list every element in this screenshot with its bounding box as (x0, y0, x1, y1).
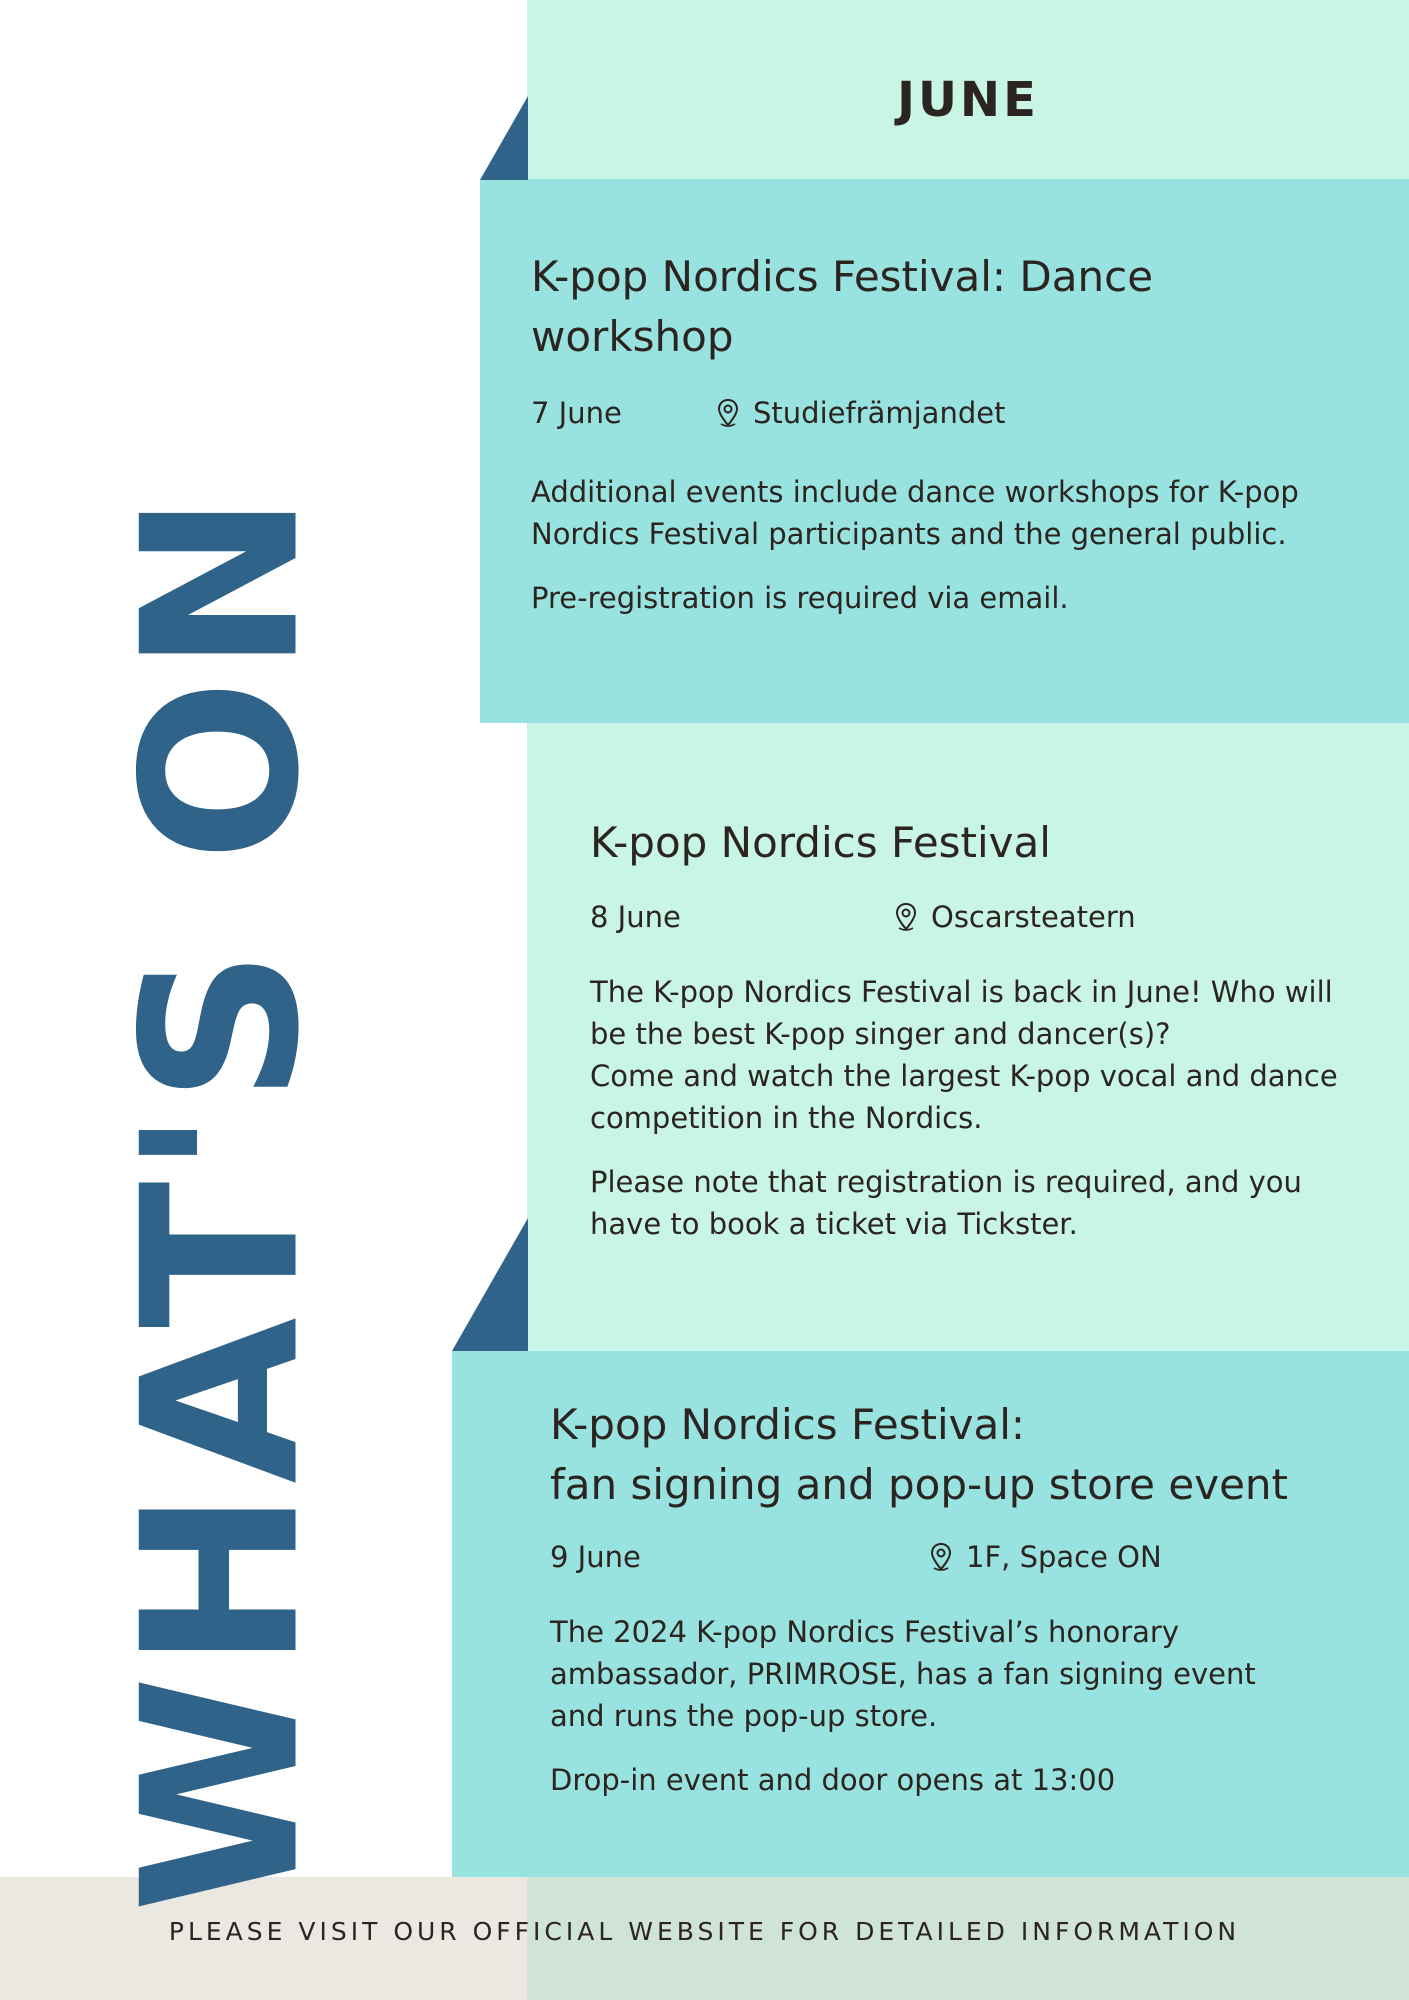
event-2-note-line: have to book a ticket via Tickster. (590, 1207, 1078, 1241)
event-3-date: 9 June (550, 1540, 641, 1574)
event-3-text-line: ambassador, PRIMROSE, has a fan signing event (550, 1657, 1256, 1691)
event-2-description (590, 971, 1390, 1139)
footer-website-note: PLEASE VISIT OUR OFFICIAL WEBSITE FOR DETAILED INFORMATION (168, 1917, 1241, 1946)
event-1-title-line: K-pop Nordics Festival: Dance (531, 252, 1154, 301)
event-2-title: K-pop Nordics Festival (590, 818, 1051, 867)
event-2-text-line: The K-pop Nordics Festival is back in June! Who will (590, 975, 1333, 1009)
event-1-text-line: Additional events include dance workshops for K-pop (531, 475, 1299, 509)
event-3-title-line: fan signing and pop-up store event (550, 1460, 1288, 1509)
corner-triangle-bottom (452, 1218, 528, 1351)
event-1-text-line: Nordics Festival participants and the general public. (531, 517, 1287, 551)
month-heading: JUNE (897, 72, 1039, 128)
event-3-meta (550, 1537, 1380, 1577)
event-3-title-line: K-pop Nordics Festival: (550, 1400, 1026, 1449)
corner-triangle-top (480, 96, 528, 180)
event-1-location (715, 393, 1005, 433)
event-3-description (550, 1611, 1380, 1737)
event-2-text-line: Come and watch the largest K-pop vocal and dance (590, 1059, 1338, 1093)
event-2-text-line: competition in the Nordics. (590, 1101, 983, 1135)
event-3-location-text: 1F, Space ON (966, 1540, 1162, 1574)
event-2 (590, 813, 1390, 1245)
event-1-note: Pre-registration is required via email. (531, 581, 1069, 615)
event-1-date: 7 June (531, 396, 622, 430)
event-2-note (590, 1161, 1390, 1245)
event-3 (550, 1395, 1380, 1801)
event-2-location-text: Oscarsteatern (931, 900, 1136, 934)
event-1 (531, 247, 1381, 619)
whats-on-headline: WHAT'S ON (95, 487, 347, 1913)
map-pin-icon (893, 902, 919, 932)
event-3-title (550, 1395, 1380, 1515)
map-pin-icon (928, 1542, 954, 1572)
event-2-date: 8 June (590, 900, 681, 934)
event-1-title-line: workshop (531, 312, 734, 361)
event-2-text-line: be the best K-pop singer and dancer(s)? (590, 1017, 1171, 1051)
event-2-location (893, 897, 1136, 937)
event-3-location (928, 1537, 1162, 1577)
event-2-meta (590, 897, 1390, 937)
event-3-text-line: The 2024 K-pop Nordics Festival’s honorary (550, 1615, 1180, 1649)
map-pin-icon (715, 398, 741, 428)
event-3-note: Drop-in event and door opens at 13:00 (550, 1763, 1116, 1797)
event-1-location-text: Studiefrämjandet (753, 396, 1006, 430)
event-2-note-line: Please note that registration is required, and you (590, 1165, 1302, 1199)
event-3-text-line: and runs the pop-up store. (550, 1699, 938, 1733)
event-1-title (531, 247, 1381, 367)
event-1-meta (531, 393, 1381, 433)
event-1-description (531, 471, 1381, 555)
